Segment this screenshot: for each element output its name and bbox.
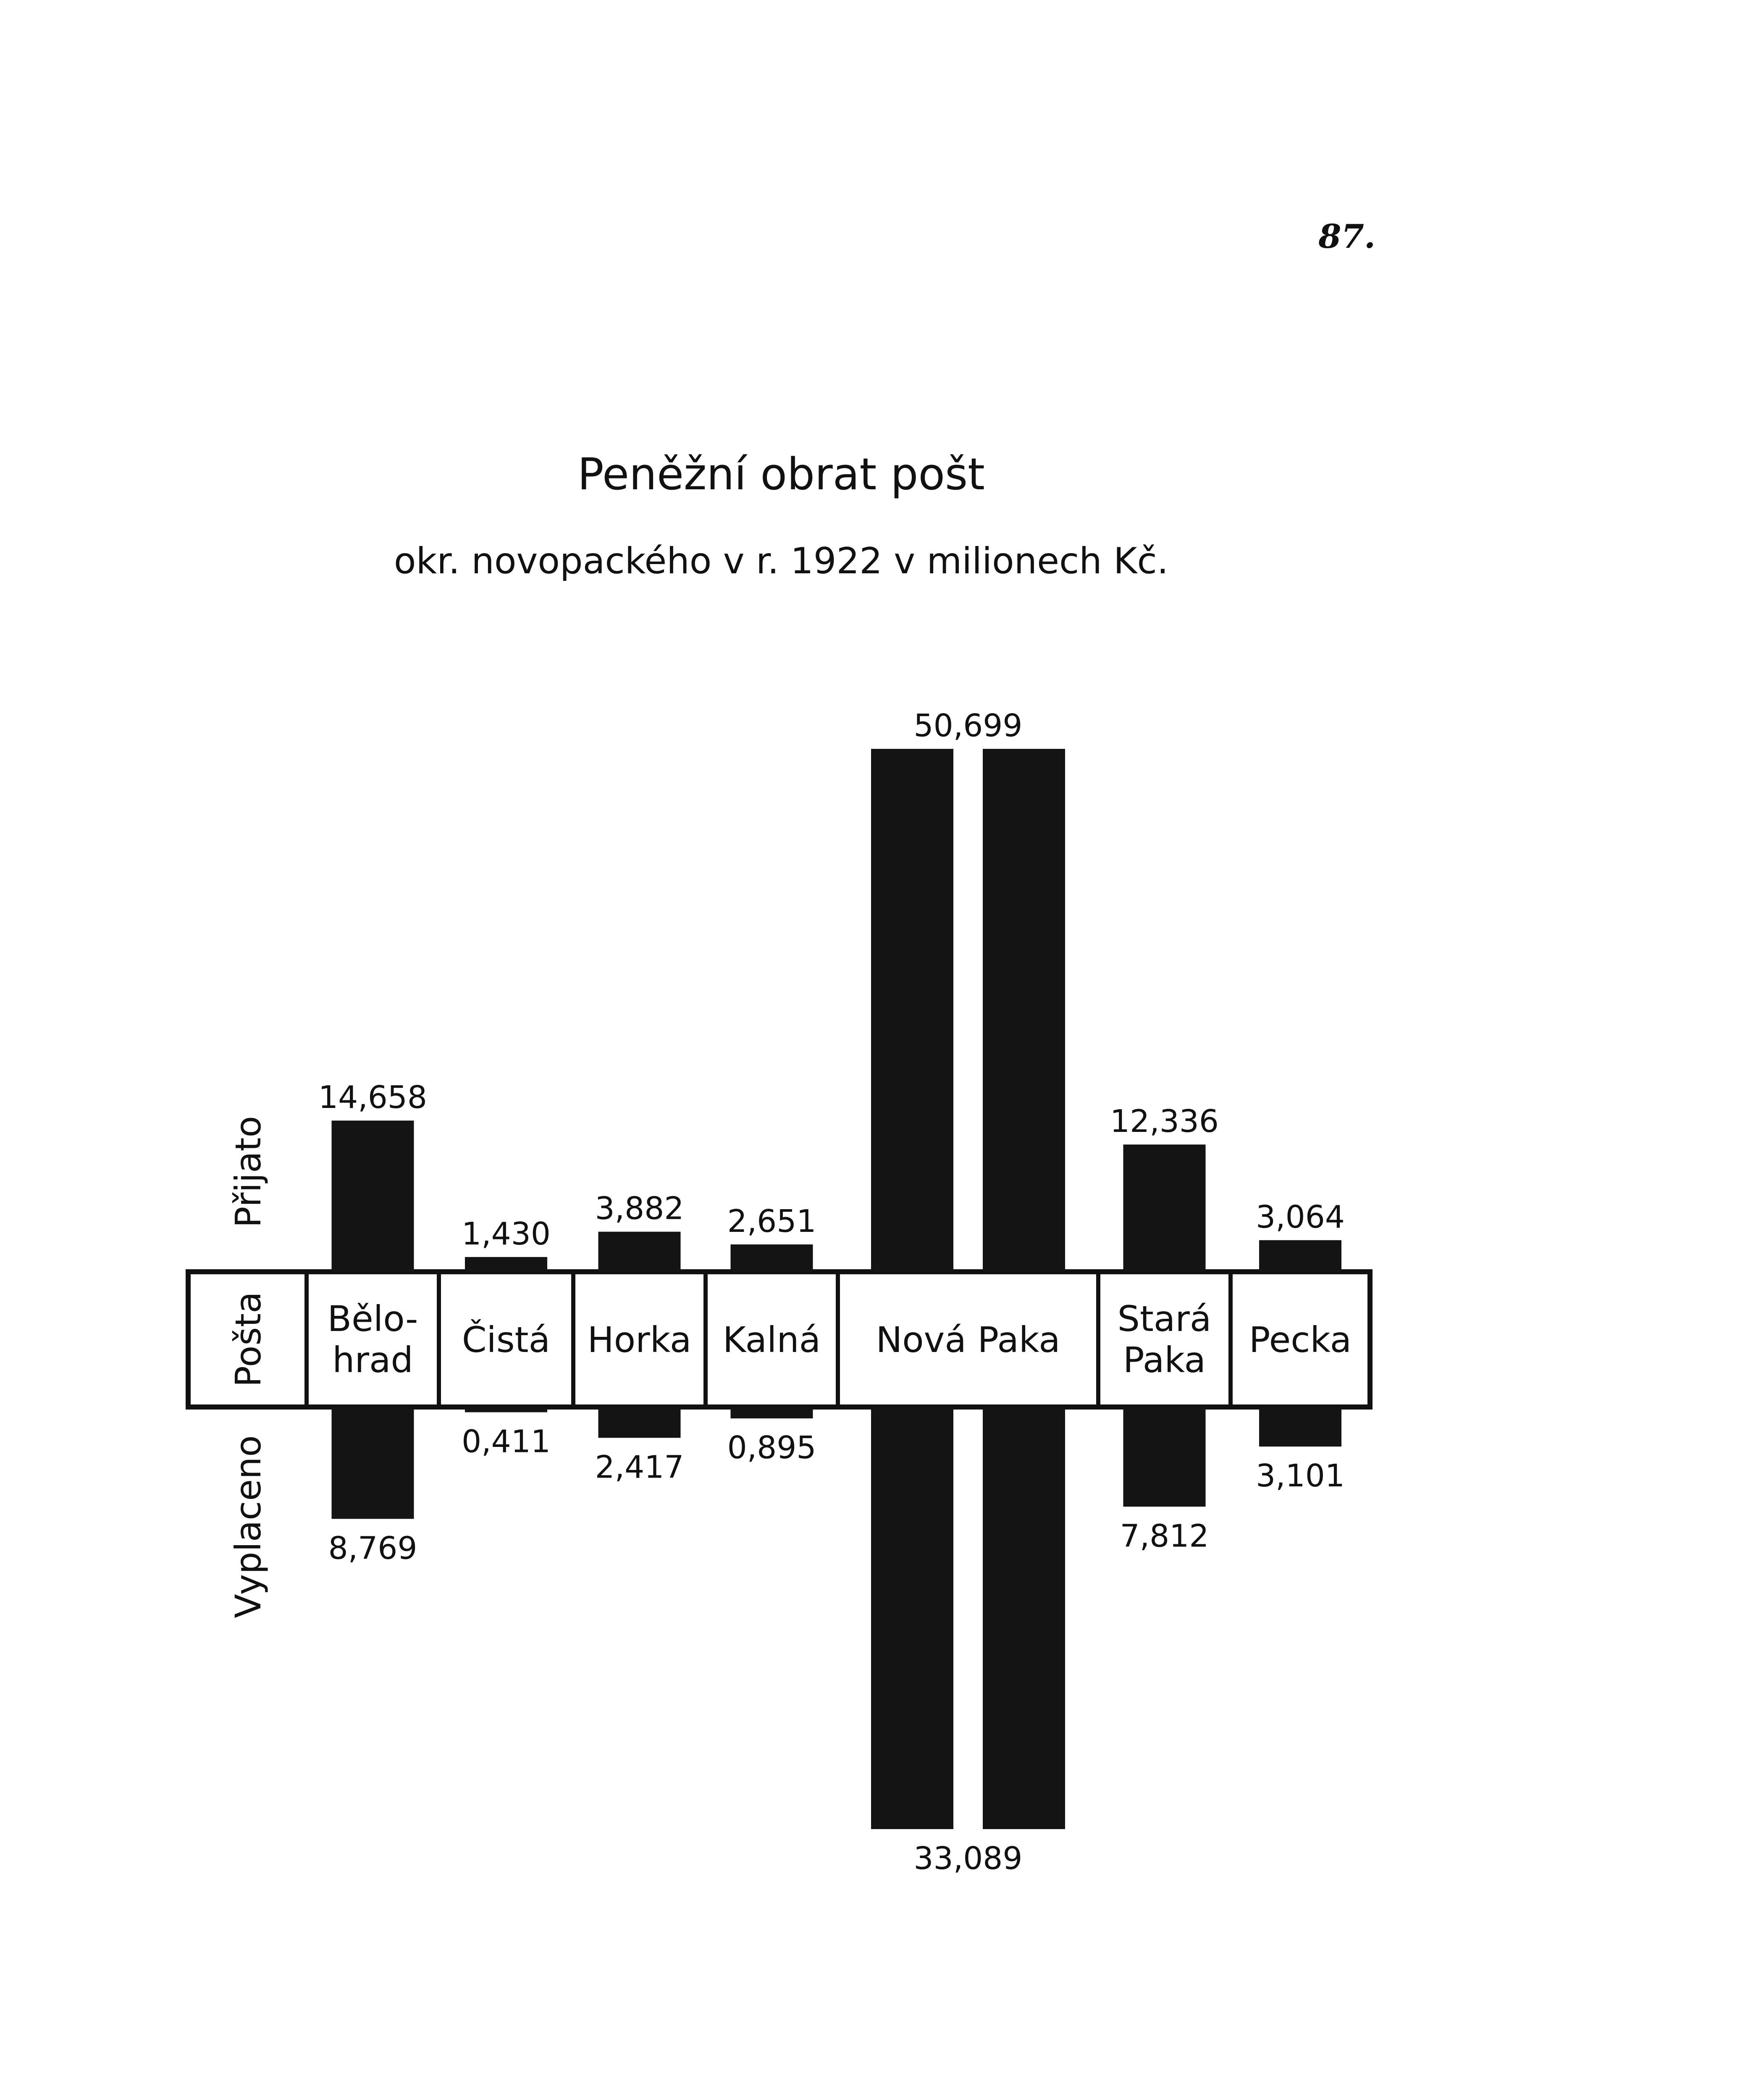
chart-marks: [188, 708, 1370, 1877]
category-label: hrad: [332, 1339, 413, 1381]
data-label-paid: 0,411: [462, 1423, 551, 1460]
data-label-paid: 2,417: [595, 1449, 684, 1486]
category-label: Nová Paka: [876, 1319, 1060, 1360]
bar-received: [598, 1232, 681, 1272]
bar-paid: [983, 1407, 1065, 1829]
bar-received: [1123, 1144, 1206, 1272]
data-label-received: 3,882: [595, 1190, 684, 1227]
category-label: Horka: [587, 1319, 692, 1360]
axis-label-vyplaceno: Vyplaceno: [228, 1435, 269, 1618]
category-label: Čistá: [462, 1319, 551, 1360]
bar-paid: [731, 1407, 813, 1418]
bar-paid: [1123, 1407, 1206, 1507]
data-label-received: 2,651: [727, 1203, 816, 1239]
bar-received: [332, 1121, 414, 1272]
bar-received: [731, 1244, 813, 1272]
data-label-paid: 0,895: [727, 1430, 816, 1466]
bar-paid: [1259, 1407, 1341, 1446]
row-label-posta: Pošta: [228, 1292, 269, 1387]
category-label: Paka: [1123, 1339, 1206, 1381]
data-label-received: 1,430: [462, 1215, 551, 1252]
bar-paid: [598, 1407, 681, 1438]
category-label: Kalná: [722, 1319, 821, 1360]
chart-title: Peněžní obrat pošt: [577, 449, 985, 500]
bar-received: [871, 749, 953, 1272]
bar-paid: [465, 1407, 547, 1412]
category-label: Stará: [1117, 1298, 1212, 1339]
data-label-paid: 33,089: [913, 1840, 1023, 1877]
page-number: 87.: [1318, 218, 1375, 256]
chart-subtitle: okr. novopackého v r. 1922 v milionech Kč.: [394, 540, 1169, 582]
axis-label-prijato: Přijato: [228, 1116, 269, 1228]
bar-received: [465, 1257, 547, 1272]
bar-paid: [871, 1407, 953, 1829]
data-label-received: 14,658: [318, 1079, 427, 1116]
bar-received: [983, 749, 1065, 1272]
category-label: Pecka: [1249, 1319, 1352, 1360]
bar-received: [1259, 1240, 1341, 1272]
data-label-paid: 7,812: [1120, 1518, 1209, 1554]
data-label-paid: 8,769: [328, 1530, 417, 1567]
bar-paid: [332, 1407, 414, 1519]
data-label-received: 3,064: [1256, 1199, 1345, 1235]
data-label-received: 50,699: [913, 708, 1023, 744]
data-label-paid: 3,101: [1256, 1458, 1345, 1494]
category-label: Bělo-: [327, 1298, 418, 1339]
data-label-received: 12,336: [1110, 1103, 1219, 1140]
